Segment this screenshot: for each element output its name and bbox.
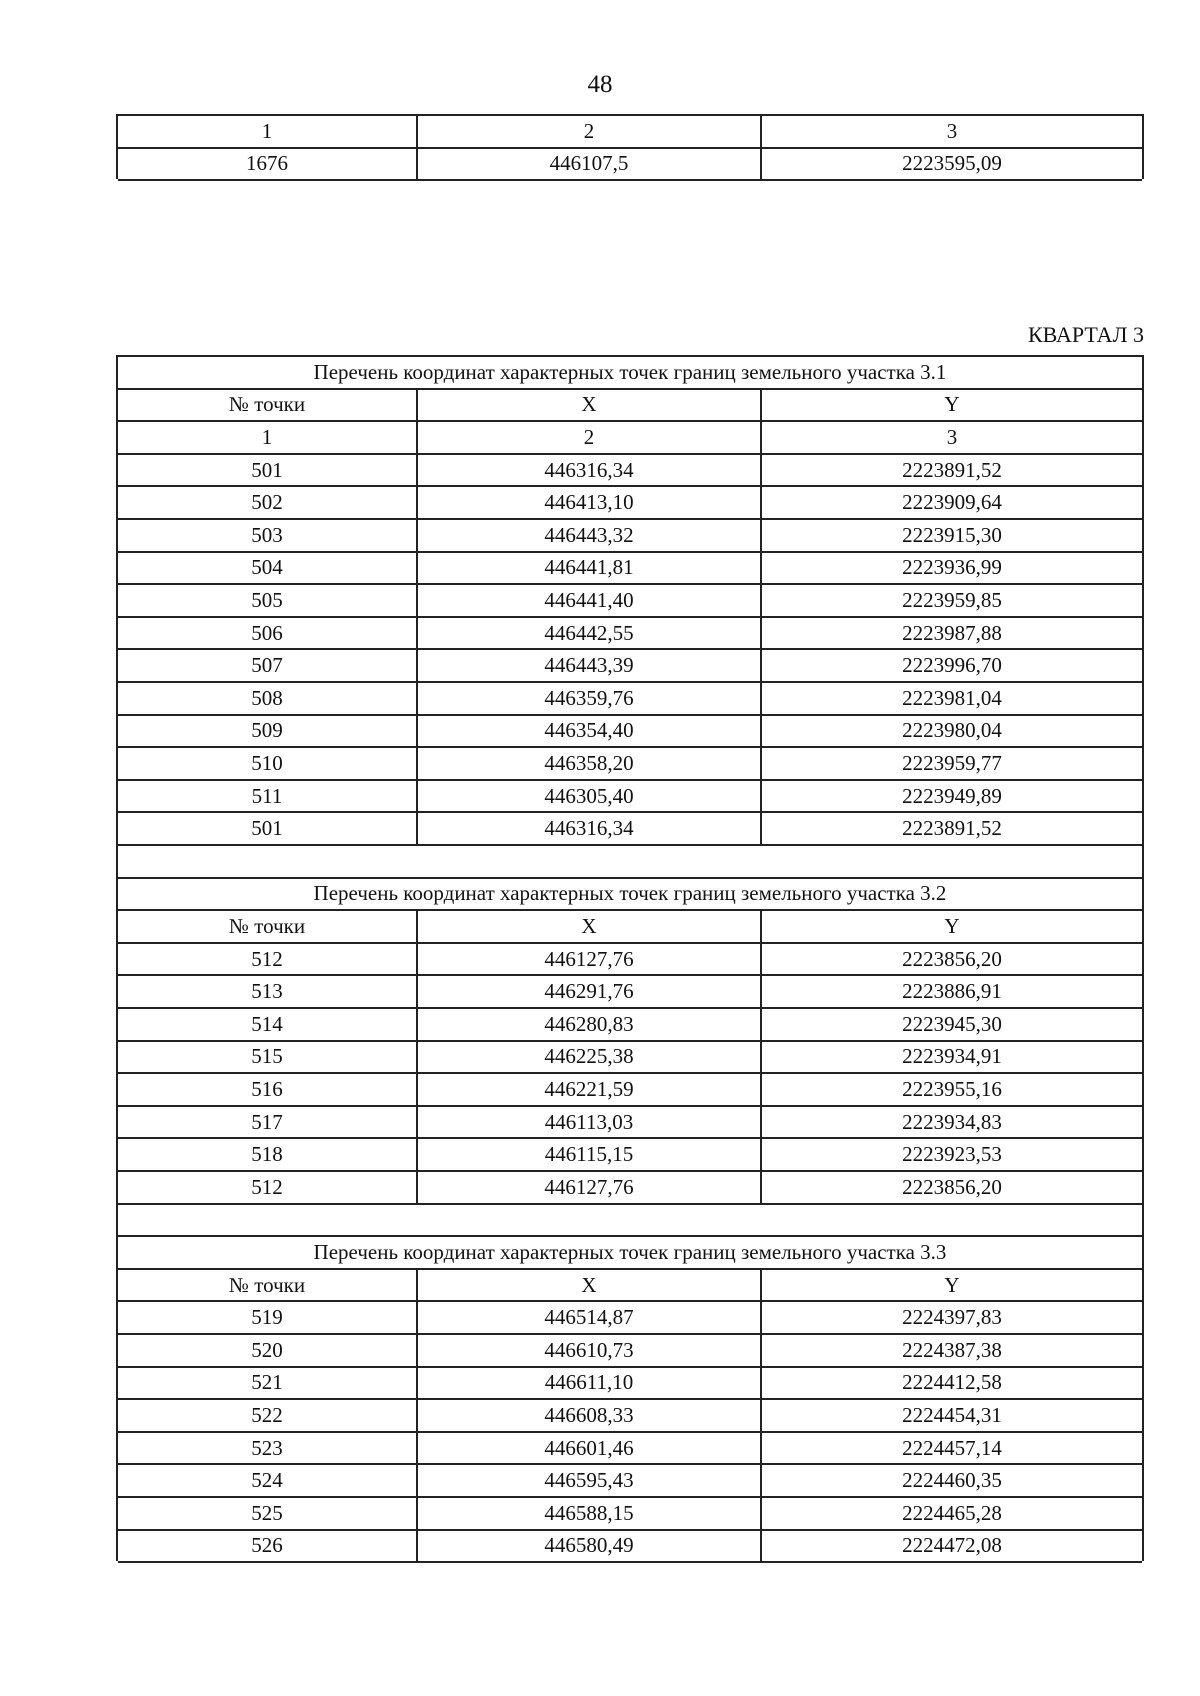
cell-point: 524 xyxy=(118,1465,418,1496)
cell-point: 516 xyxy=(118,1074,418,1105)
cell-point: 501 xyxy=(118,455,418,486)
column-header-y: Y xyxy=(944,392,960,417)
table-row xyxy=(118,1302,1142,1335)
cell-x: 446316,34 xyxy=(418,455,762,486)
cell-point: 518 xyxy=(118,1139,418,1170)
cell-point: 503 xyxy=(118,520,418,551)
cell-point: 513 xyxy=(118,976,418,1007)
cell-y: 2223955,16 xyxy=(902,1076,1002,1101)
cell-point: 517 xyxy=(118,1107,418,1138)
cell-x: 446588,15 xyxy=(418,1498,762,1529)
cell-y: 2224387,38 xyxy=(902,1337,1002,1362)
table-row xyxy=(118,1335,1142,1368)
cell-x: 446610,73 xyxy=(418,1335,762,1366)
cell-y: 2224412,58 xyxy=(902,1370,1002,1395)
cell-y: 2223915,30 xyxy=(902,522,1002,547)
column-number-point: 1 xyxy=(118,116,418,147)
cell-point: 505 xyxy=(118,585,418,616)
table-row xyxy=(118,1009,1142,1042)
cell-x: 446442,55 xyxy=(418,618,762,649)
cell-x: 446514,87 xyxy=(418,1302,762,1333)
cell-x: 446221,59 xyxy=(418,1074,762,1105)
table-row xyxy=(118,683,1142,716)
cell-x: 446305,40 xyxy=(418,781,762,812)
table-row xyxy=(118,1433,1142,1466)
cell-x: 446115,15 xyxy=(418,1139,762,1170)
cell-point: 519 xyxy=(118,1302,418,1333)
cell-point: 512 xyxy=(118,944,418,975)
cell-y: 2223945,30 xyxy=(902,1011,1002,1036)
table-row xyxy=(118,618,1142,651)
cell-point: 507 xyxy=(118,650,418,681)
table-row xyxy=(118,1139,1142,1172)
cell-point: 525 xyxy=(118,1498,418,1529)
table-row xyxy=(118,1465,1142,1498)
column-header-point: № точки xyxy=(118,390,418,421)
cell-y: 2223981,04 xyxy=(902,685,1002,710)
cell-y: 2223909,64 xyxy=(902,490,1002,515)
table-row xyxy=(118,520,1142,553)
cell-x: 446611,10 xyxy=(418,1368,762,1399)
column-header-x: X xyxy=(418,390,762,421)
cell-x: 446107,5 xyxy=(418,149,762,180)
cell-point: 501 xyxy=(118,813,418,844)
cell-y: 2223959,85 xyxy=(902,587,1002,612)
table-row xyxy=(118,813,1142,846)
top-table xyxy=(116,114,1144,179)
column-header-row xyxy=(118,390,1142,423)
column-header-y: Y xyxy=(944,913,960,938)
cell-x: 446354,40 xyxy=(418,716,762,747)
table-row xyxy=(118,1368,1142,1401)
cell-point: 522 xyxy=(118,1400,418,1431)
column-header-row xyxy=(118,911,1142,944)
table-row xyxy=(118,553,1142,586)
cell-x: 446113,03 xyxy=(418,1107,762,1138)
cell-point: 520 xyxy=(118,1335,418,1366)
table-row xyxy=(118,1400,1142,1433)
page-number: 48 xyxy=(587,71,613,98)
cell-y: 2224397,83 xyxy=(902,1305,1002,1330)
column-number-y: 3 xyxy=(946,118,958,143)
cell-x: 446359,76 xyxy=(418,683,762,714)
cell-y: 2223959,77 xyxy=(902,750,1002,775)
cell-y: 2224460,35 xyxy=(902,1468,1002,1493)
table-row xyxy=(118,1074,1142,1107)
cell-y: 2223934,83 xyxy=(902,1109,1002,1134)
table-row xyxy=(118,716,1142,749)
cell-y: 2223980,04 xyxy=(902,718,1002,743)
column-header-point: № точки xyxy=(118,1270,418,1301)
table-row xyxy=(118,976,1142,1009)
cell-x: 446441,81 xyxy=(418,553,762,584)
table-row xyxy=(118,487,1142,520)
cell-x: 446443,32 xyxy=(418,520,762,551)
column-number-x: 2 xyxy=(418,116,762,147)
separator-row xyxy=(118,846,1142,879)
column-header-y: Y xyxy=(944,1272,960,1297)
separator-cell xyxy=(118,1205,1142,1236)
section-label: КВАРТАЛ 3 xyxy=(1027,322,1144,347)
cell-y: 2223923,53 xyxy=(902,1142,1002,1167)
cell-y: 2224454,31 xyxy=(902,1402,1002,1427)
cell-x: 446358,20 xyxy=(418,748,762,779)
cell-point: 514 xyxy=(118,1009,418,1040)
cell-y: 2223891,52 xyxy=(902,457,1002,482)
cell-y: 2224457,14 xyxy=(902,1435,1002,1460)
parcel-title: Перечень координат характерных точек границ земельного участка 3.2 xyxy=(313,881,947,906)
column-number-row xyxy=(118,116,1142,149)
cell-x: 446580,49 xyxy=(418,1531,762,1562)
column-header-x: X xyxy=(418,1270,762,1301)
cell-x: 446601,46 xyxy=(418,1433,762,1464)
column-number-y: 3 xyxy=(946,424,958,449)
cell-x: 446441,40 xyxy=(418,585,762,616)
cell-y: 2224465,28 xyxy=(902,1500,1002,1525)
cell-point: 1676 xyxy=(118,149,418,180)
cell-x: 446608,33 xyxy=(418,1400,762,1431)
cell-x: 446127,76 xyxy=(418,1172,762,1203)
coordinates-table xyxy=(116,355,1144,1561)
table-row xyxy=(118,455,1142,488)
cell-y: 2223996,70 xyxy=(902,653,1002,678)
cell-x: 446443,39 xyxy=(418,650,762,681)
cell-y: 2223987,88 xyxy=(902,620,1002,645)
cell-y: 2223595,09 xyxy=(902,151,1002,176)
cell-point: 502 xyxy=(118,487,418,518)
table-row xyxy=(118,650,1142,683)
separator-row xyxy=(118,1205,1142,1238)
cell-x: 446291,76 xyxy=(418,976,762,1007)
table-row xyxy=(118,1498,1142,1531)
parcel-title-row xyxy=(118,357,1142,390)
column-number-point: 1 xyxy=(118,422,418,453)
parcel-title: Перечень координат характерных точек границ земельного участка 3.1 xyxy=(313,359,947,384)
cell-point: 504 xyxy=(118,553,418,584)
parcel-title-row xyxy=(118,1237,1142,1270)
column-header-x: X xyxy=(418,911,762,942)
cell-x: 446595,43 xyxy=(418,1465,762,1496)
cell-y: 2223936,99 xyxy=(902,555,1002,580)
cell-point: 526 xyxy=(118,1531,418,1562)
column-header-point: № точки xyxy=(118,911,418,942)
column-number-x: 2 xyxy=(418,422,762,453)
table-row xyxy=(118,944,1142,977)
cell-y: 2223886,91 xyxy=(902,979,1002,1004)
table-row xyxy=(118,781,1142,814)
cell-point: 512 xyxy=(118,1172,418,1203)
cell-point: 509 xyxy=(118,716,418,747)
table-row xyxy=(118,585,1142,618)
cell-y: 2223856,20 xyxy=(902,946,1002,971)
cell-y: 2223891,52 xyxy=(902,816,1002,841)
cell-point: 523 xyxy=(118,1433,418,1464)
cell-x: 446413,10 xyxy=(418,487,762,518)
table-row xyxy=(118,748,1142,781)
cell-point: 515 xyxy=(118,1042,418,1073)
cell-y: 2223934,91 xyxy=(902,1044,1002,1069)
cell-y: 2224472,08 xyxy=(902,1533,1002,1558)
cell-y: 2223949,89 xyxy=(902,783,1002,808)
column-number-row xyxy=(118,422,1142,455)
cell-x: 446225,38 xyxy=(418,1042,762,1073)
cell-point: 511 xyxy=(118,781,418,812)
cell-x: 446316,34 xyxy=(418,813,762,844)
cell-point: 508 xyxy=(118,683,418,714)
table-row xyxy=(118,1172,1142,1205)
cell-x: 446280,83 xyxy=(418,1009,762,1040)
separator-cell xyxy=(118,846,1142,877)
cell-point: 506 xyxy=(118,618,418,649)
parcel-title-row xyxy=(118,879,1142,912)
table-row xyxy=(118,149,1142,182)
cell-point: 510 xyxy=(118,748,418,779)
table-row xyxy=(118,1531,1142,1564)
table-row xyxy=(118,1107,1142,1140)
cell-x: 446127,76 xyxy=(418,944,762,975)
table-row xyxy=(118,1042,1142,1075)
parcel-title: Перечень координат характерных точек границ земельного участка 3.3 xyxy=(313,1239,947,1264)
cell-point: 521 xyxy=(118,1368,418,1399)
column-header-row xyxy=(118,1270,1142,1303)
cell-y: 2223856,20 xyxy=(902,1174,1002,1199)
